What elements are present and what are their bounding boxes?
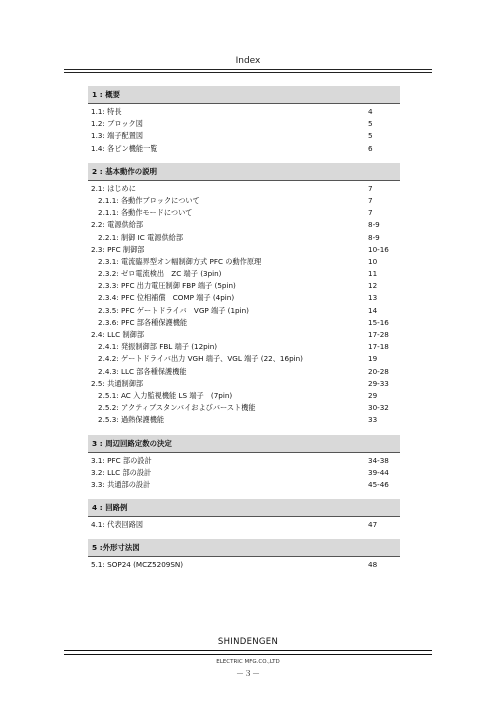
toc-entry-page: 7: [368, 195, 373, 205]
toc-entry-page: 30-32: [368, 403, 389, 413]
toc-entry-label: 2.3.5: PFC ゲートドライバ VGP 端子 (1pin): [98, 305, 249, 315]
toc-entry-page: 5: [368, 119, 373, 129]
section-heading: 3 : 周辺回路定数の決定: [88, 435, 400, 452]
toc-entry-page: 4: [368, 107, 373, 116]
toc-entry-page: 6: [368, 143, 373, 153]
toc-entry-label: 2.5: 共通制御部: [91, 378, 144, 388]
toc-entry[interactable]: [88, 402, 400, 414]
toc-entry[interactable]: [88, 519, 400, 531]
toc-entry[interactable]: [88, 256, 400, 268]
toc-section: [88, 499, 400, 531]
toc-section: [88, 435, 400, 492]
toc-entry-page: 7: [368, 208, 373, 218]
toc-entry-page: 14: [368, 305, 378, 315]
toc-entry-label: 2.3.4: PFC 位相補償 COMP 端子 (4pin): [98, 293, 235, 303]
toc-section: [88, 163, 400, 427]
toc-entry[interactable]: [88, 268, 400, 280]
toc-entry[interactable]: [88, 329, 400, 341]
toc-entry-label: 2.4.2: ゲートドライバ出力 VGH 端子、VGL 端子 (22、16pin): [98, 354, 303, 364]
toc-entry-page: 10: [368, 256, 378, 266]
toc-section: [88, 86, 400, 155]
toc-entry-label: 1.3: 端子配置図: [91, 131, 144, 141]
toc-entry[interactable]: [88, 366, 400, 378]
header-rule-bottom: [64, 72, 432, 73]
toc-entry-page: 13: [368, 293, 378, 303]
toc-entry-label: 3.3: 共通部の設計: [91, 479, 151, 489]
toc-entry-page: 39-44: [368, 467, 389, 477]
page-number: －３－: [236, 669, 260, 678]
toc-entry[interactable]: [88, 219, 400, 231]
toc-entry-label: 2.1: はじめに: [91, 183, 136, 193]
toc-entry-page: 47: [368, 520, 378, 530]
toc-entry[interactable]: [88, 305, 400, 317]
toc-entry-label: 2.4.3: LLC 部各種保護機能: [98, 366, 187, 376]
toc-entry-page: 7: [368, 183, 373, 193]
toc-entry-label: 2.3: PFC 制御部: [91, 244, 145, 254]
toc-entry-page: 17-18: [368, 342, 389, 352]
toc-entry-label: 2.1.1: 各動作ブロックについて: [98, 195, 200, 205]
table-of-contents: [88, 86, 400, 579]
toc-entry[interactable]: [88, 479, 400, 491]
section-heading: 5 :外形寸法図: [88, 539, 400, 556]
toc-entry-label: 2.5.2: アクティブスタンバイおよびバースト機能: [98, 403, 256, 413]
toc-entry-page: 20-28: [368, 366, 389, 376]
toc-entry[interactable]: [88, 353, 400, 365]
toc-entry[interactable]: [88, 378, 400, 390]
toc-entry-label: 1.4: 各ピン機能一覧: [91, 143, 158, 153]
toc-entry-page: 19: [368, 354, 378, 364]
toc-entry-page: 29: [368, 390, 378, 400]
toc-section: [88, 539, 400, 571]
toc-entry-label: 2.3.3: PFC 出力電圧制御 FBP 端子 (5pin): [98, 281, 236, 291]
toc-entry[interactable]: [88, 455, 400, 467]
header-rule-top: [64, 69, 432, 70]
toc-entry[interactable]: [88, 390, 400, 402]
toc-entry-label: 2.2: 電源供給部: [91, 220, 144, 230]
toc-entry-label: 2.3.1: 電流臨界型オン幅制御方式 PFC の動作原理: [98, 256, 262, 266]
company-subtitle: ELECTRIC MFG.CO.,LTD: [216, 659, 280, 665]
toc-entry[interactable]: [88, 244, 400, 256]
page-header-title: Index: [235, 56, 261, 66]
toc-entry-page: 29-33: [368, 378, 389, 388]
toc-entry-label: 3.1: PFC 部の設計: [91, 455, 152, 465]
toc-entry-label: 1.1: 特長: [91, 107, 122, 116]
toc-entry-page: 33: [368, 415, 378, 425]
toc-entry[interactable]: [88, 106, 400, 118]
footer-rule-bottom: [64, 654, 432, 655]
toc-entry-label: 4.1: 代表回路図: [91, 520, 144, 530]
toc-entry-page: 8-9: [368, 220, 380, 230]
toc-entry-label: 2.3.6: PFC 部各種保護機能: [98, 317, 188, 327]
toc-entry-page: 12: [368, 281, 378, 291]
toc-entry[interactable]: [88, 183, 400, 195]
toc-entry-label: 1.2: ブロック図: [91, 119, 143, 129]
toc-entry-label: 2.1.1: 各動作モードについて: [98, 208, 193, 218]
footer-rule-top: [64, 650, 432, 651]
toc-entry-page: 15-16: [368, 317, 389, 327]
toc-entry[interactable]: [88, 143, 400, 155]
toc-entry[interactable]: [88, 559, 400, 571]
toc-entry-page: 11: [368, 269, 378, 279]
toc-entry-page: 17-28: [368, 330, 389, 339]
toc-entry[interactable]: [88, 130, 400, 142]
toc-entry[interactable]: [88, 232, 400, 244]
toc-entry[interactable]: [88, 118, 400, 130]
toc-entry[interactable]: [88, 280, 400, 292]
section-heading: 2 : 基本動作の説明: [88, 163, 400, 180]
toc-entry-label: 2.4: LLC 制御部: [91, 330, 145, 339]
toc-entry[interactable]: [88, 317, 400, 329]
toc-entry[interactable]: [88, 467, 400, 479]
toc-entry-page: 10-16: [368, 244, 389, 254]
toc-entry-page: 5: [368, 131, 373, 141]
toc-entry-label: 2.5.1: AC 入力監視機能 LS 端子 (7pin): [98, 390, 233, 400]
toc-entry-page: 8-9: [368, 232, 380, 242]
toc-entry[interactable]: [88, 341, 400, 353]
section-heading: 4 : 回路例: [88, 499, 400, 516]
section-heading: 1 : 概要: [88, 86, 400, 103]
toc-entry[interactable]: [88, 414, 400, 426]
toc-entry-label: 3.2: LLC 部の設計: [91, 467, 152, 477]
company-name: SHINDENGEN: [217, 637, 279, 647]
toc-entry-label: 2.5.3: 過熱保護機能: [98, 415, 165, 425]
toc-entry-label: 2.2.1: 制御 IC 電源供給部: [98, 232, 184, 242]
toc-entry-label: 5.1: SOP24 (MCZ5209SN): [91, 560, 184, 570]
toc-entry-label: 2.3.2: ゼロ電流検出 ZC 端子 (3pin): [98, 269, 222, 279]
toc-entry-page: 48: [368, 560, 378, 570]
toc-entry-page: 34-38: [368, 455, 389, 465]
toc-entry[interactable]: [88, 292, 400, 304]
toc-entry[interactable]: [88, 207, 400, 219]
toc-entry[interactable]: [88, 195, 400, 207]
toc-entry-page: 45-46: [368, 479, 389, 489]
toc-entry-label: 2.4.1: 発振制御部 FBL 端子 (12pin): [98, 342, 218, 352]
